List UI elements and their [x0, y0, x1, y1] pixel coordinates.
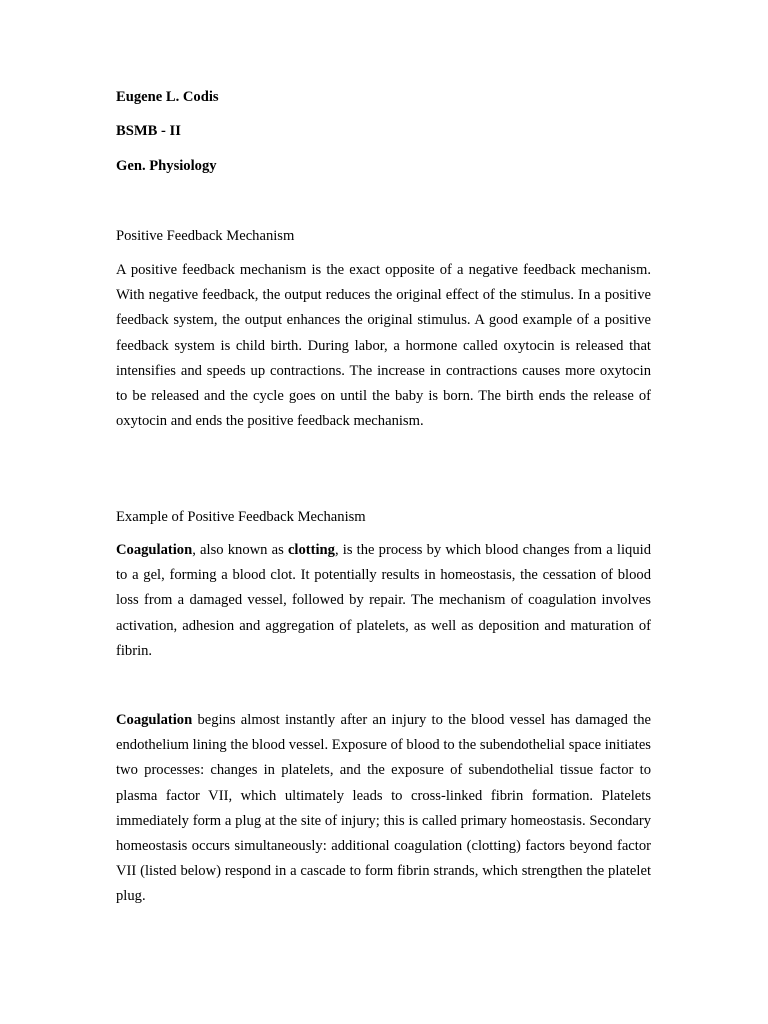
text-segment: begins almost instantly after an injury to the blood vessel has damaged the endothelium lining the blood vessel. Exposure of blood to the subendothelial space initiates two processes: changes in platelets, and the exposure of subendothelial tissue factor to plasma factor VII, which ultimately leads to cross-linked fibrin formation. Platelets immediately form a plug at the site of injury; this is called primary homeostasis. Secondary homeostasis occurs simultaneously: additional coagulation (clotting) factors beyond factor VII (listed below) respond in a cascade to form fibrin strands, which strengthen the platelet plug. — [116, 712, 651, 905]
term-clotting: clotting — [287, 542, 335, 558]
course-label: BSMB - II — [116, 123, 181, 139]
paragraph-positive-feedback: A positive feedback mechanism is the exact opposite of a negative feedback mechanism. With negative feedback, the output reduces the original effect of the stimulus. In a positive feedback system, the output enhances the original stimulus. A good example of a positive feedback system is child birth. During labor, a hormone called oxytocin is released that intensifies and speeds up contractions. The increase in contractions causes more oxytocin to be released and the cycle goes on until the baby is born. The birth ends the release of oxytocin and ends the positive feedback mechanism. — [116, 262, 651, 430]
text-segment: , is the process by which blood changes from a liquid to a gel, forming a blood clot. It potentially results in homeostasis, the cessation of blood loss from a damaged vessel, followed by repair. The mechanism of coagulation involves activation, adhesion and aggregation of platelets, as well as deposition and maturation of fibrin. — [116, 542, 651, 659]
paragraph-coagulation-process — [116, 708, 651, 910]
section-heading-example: Example of Positive Feedback Mechanism — [116, 509, 366, 525]
subject-label: Gen. Physiology — [116, 158, 217, 174]
author-name: Eugene L. Codis — [116, 89, 219, 105]
term-coagulation: Coagulation — [116, 712, 193, 728]
text-segment: , also known as — [192, 542, 288, 558]
paragraph-coagulation-definition — [116, 538, 651, 664]
term-coagulation: Coagulation — [116, 542, 193, 558]
section-heading-positive-feedback: Positive Feedback Mechanism — [116, 228, 295, 244]
